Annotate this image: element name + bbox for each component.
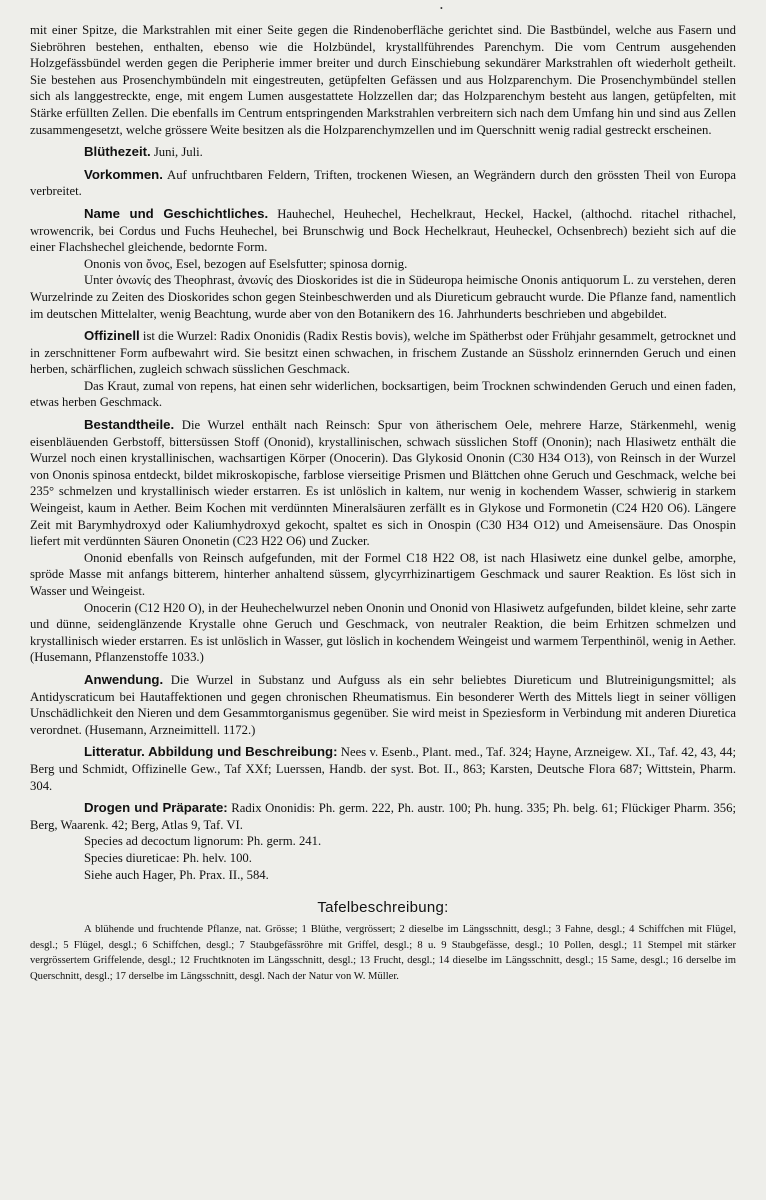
anatomy-paragraph: mit einer Spitze, die Markstrahlen mit einer Seite gegen die Rindenoberfläche gerichtet sind. Die Bastbündel, welche aus Fasern und Siebröhren bestehen, enthalten, ebenso wie die Holzbündel, krystallführendes Parenchym. Die vom Centrum ausgehenden Holzgefässbündel werden gegen die Peripherie immer breiter und durch Einschiebung sekundärer Markstrahlen oft wiederholt getheilt. Sie bestehen aus Prosenchymbündeln mit eingestreuten, getüpfelten Gefässen und aus Holzparenchym. Die Prosenchymbündel stellen sich als langgestreckte, enge, mit engem Lumen ausgestattete Holzzellen dar; das Holzparenchym besteht aus langen, getüpfelten, mit Stärke erfüllten Zellen. Die ebenfalls im Centrum entspringenden Markstrahlen verbreitern sich nach dem Umfang hin und sind aus Zellen zusammengesetzt, welche grössere Weite besitzen als die Holzparenchymzellen und im Querschnitt wenig radial gestreckt erscheinen.: [30, 23, 736, 137]
tafel-title: Tafelbeschreibung:: [317, 899, 449, 917]
litteratur-text: Nees v. Esenb., Plant. med., Taf. 324; Hayne, Arzneigew. XI., Taf. 42, 43, 44; Berg und Schmidt, Offizinelle Gew., Taf XXf; Luerssen, Handb. der syst. Bot. II., 863; Karsten, Deutsche Flora 687; Wittstein, Pharm. 304.: [30, 745, 737, 793]
name-history: Unter ὀνωνίς des Theophrast, ἀνωνίς des Dioskorides ist die in Südeuropa heimische Ononis antiquorum L. zu verstehen, deren Wurzelrinde zu Zeiten des Dioskorides schon gegen Steinbeschwerden und als Diureticum gebraucht wurde. Die Pflanze fand, namentlich im deutschen Mittelalter, wenig Beachtung, wurde aber von den Botanikern des 16. Jahrhunderts beschrieben und abgebildet.: [30, 273, 736, 321]
offizinell-text: ist die Wurzel: Radix Ononidis (Radix Restis bovis), welche im Spätherbst oder Frühjahr gesammelt, getrocknet und in zerschnittener Form aufbewahrt wird. Sie besitzt einen schwachen, in frischem Zustande an Süssholz erinnernden Geruch und einen herben, schärflichen, zugleich schwach süsslichen Geschmack.: [30, 329, 736, 377]
name-paragraph: [30, 206, 736, 256]
drogen-line-3: Species diureticae: Ph. helv. 100.: [84, 850, 252, 865]
bluete-heading: Blüthezeit.: [84, 144, 151, 160]
tafel-caption: [30, 922, 736, 984]
drogen-paragraph: [30, 800, 736, 833]
ononid-paragraph: Ononid ebenfalls von Reinsch aufgefunden, mit der Formel C18 H22 O8, ist nach Hlasiwetz eine dunkel gelbe, amorphe, spröde Masse mit anfangs bitterem, hinterher anhaltend süssem, glycyrrhizinartigem Geschmack und saurer Reaktion. Es löst sich in Wasser und Weingeist.: [30, 550, 736, 598]
drogen-line-1: Radix Ononidis: Ph. germ. 222, Ph. austr. 100; Ph. hung. 335; Ph. belg. 61; Flückiger Pharm. 356; Berg, Waarenk. 42; Berg, Atlas 9, Taf. VI.: [30, 801, 736, 832]
anwendung-heading: Anwendung.: [84, 671, 164, 687]
drogen-heading: Drogen und Präparate:: [84, 800, 228, 816]
vorkommen-paragraph: [30, 167, 736, 200]
name-heading: Name und Geschichtliches.: [84, 205, 269, 221]
page-mark: •: [440, 4, 443, 13]
bestandtheile-heading: Bestandtheile.: [84, 417, 175, 433]
onocerin-paragraph: Onocerin (C12 H20 O), in der Heuhechelwurzel neben Ononin und Ononid von Hlasiwetz aufgefunden, bildet kleine, sehr zarte und dünne, seidenglänzende Krystalle ohne Geruch und Geschmack, von neutraler Reaktion, die beim Erhitzen schmelzen und krystallinisch wieder erstarren. Es ist unlöslich in Wasser, gut löslich in kochendem Weingeist und warmem Terpenthinöl, wenig in Aether. (Husemann, Pflanzenstoffe 1033.): [30, 600, 736, 665]
anwendung-paragraph: [30, 672, 736, 738]
drogen-line-2: Species ad decoctum lignorum: Ph. germ. 241.: [84, 834, 322, 849]
offizinell-paragraph: [30, 328, 736, 378]
bestandtheile-paragraph: [30, 417, 736, 550]
drogen-line-4: Siehe auch Hager, Ph. Prax. II., 584.: [84, 867, 269, 882]
anwendung-text: Die Wurzel in Substanz und Aufguss als ein sehr beliebtes Diureticum und Blutreinigungsmittel; als Antidyscraticum bei Hautaffektionen und gegen chronischen Rheumatismus. Ein besonderer Werth des Mittels liegt in seiner völligen Unschädlichkeit den Nieren und dem Gesammtorganismus gegenüber. Sie wird meist in Speziesform in Verbindung mit anderen Diuretica verordnet. (Husemann, Arzneimittell. 1172.): [30, 672, 737, 737]
litteratur-heading: Litteratur. Abbildung und Beschreibung:: [84, 744, 338, 760]
offizinell-heading: Offizinell: [84, 328, 140, 344]
bestandtheile-text: Die Wurzel enthält nach Reinsch: Spur von ätherischem Oele, mehrere Harze, Stärkenmehl, wenig eisenbläuenden Gerbstoff, bittersüssen Stoff (Ononid), krystallinischen, schwach süsslichen Stoff (Ononin); nach Hlasiwetz enthält die Wurzel noch einen krystallinischen, wachsartigen Körper (Onocerin). Das Glykosid Ononin (C30 H34 O13), von Reinsch in der Wurzel von Ononis spinosa entdeckt, bildet mikroskopische, farblose vierseitige Prismen und Blättchen ohne Geruch und Geschmack, welche bei 235° schmelzen und krystallinisch wieder erstarren. Es ist unlöslich in kaltem, nur wenig in kochendem Wasser, schwierig in starkem Weingeist, kaum in Aether. Beim Kochen mit verdünnten Mineralsäuren zerfällt es in Glykose und Formonetin (C24 H20 O6). Längere Zeit mit Barymhydroxyd oder Kaliumhydroxyd gekocht, spaltet es sich in Onospin (C30 H34 O12) und Ameisensäure. Das Onospin liefert mit verdünnten Säuren Ononetin (C23 H22 O6) und Zucker.: [30, 418, 736, 549]
name-text-1: Hauhechel, Heuhechel, Hechelkraut, Heckel, Hackel, (althochd. ritachel rithachel, wrowencrik, bei Cordus und Fuchs Heuhechel, bei Brunschwig und Bock Hechelkraut, Heuheckel, Ochsenbrech) bezieht sich auf die einer Flachshechel gleichende, bedornte Form.: [30, 206, 736, 255]
vorkommen-text: Auf unfruchtbaren Feldern, Triften, trockenen Wiesen, an Wegrändern durch den grössten Theil von Europa verbreitet.: [30, 167, 736, 199]
vorkommen-heading: Vorkommen.: [84, 166, 163, 182]
kraut-paragraph: Das Kraut, zumal von repens, hat einen sehr widerlichen, bocksartigen, beim Trocknen schwindenden Geruch und einen faden, etwas herben Geschmack.: [30, 378, 736, 410]
litteratur-paragraph: [30, 744, 736, 794]
bluete-paragraph: [30, 144, 736, 161]
tafel-caption-text: A blühende und fruchtende Pflanze, nat. Grösse; 1 Blüthe, vergrössert; 2 dieselbe im Längsschnitt, desgl.; 3 Fahne, desgl.; 4 Schiffchen mit Flügel, desgl.; 5 Flügel, desgl.; 6 Schiffchen, desgl.; 7 Staubgefässröhre mit Griffel, desgl.; 8 u. 9 Staubgefässe, desgl.; 10 Pollen, desgl.; 11 Stempel mit stärker vergrössertem Griffelende, desgl.; 12 Fruchtknoten im Längsschnitt, desgl.; 13 Frucht, desgl.; 14 dieselbe im Längsschnitt, desgl.; 15 Same, desgl.; 16 derselbe im Querschnitt, desgl.; 17 derselbe im Längsschnitt, desgl. Nach der Natur von W. Müller.: [30, 924, 736, 982]
bluete-text: Juni, Juli.: [153, 145, 203, 160]
name-etymology: Ononis von ὄνος, Esel, bezogen auf Eselsfutter; spinosa dornig.: [84, 256, 408, 271]
